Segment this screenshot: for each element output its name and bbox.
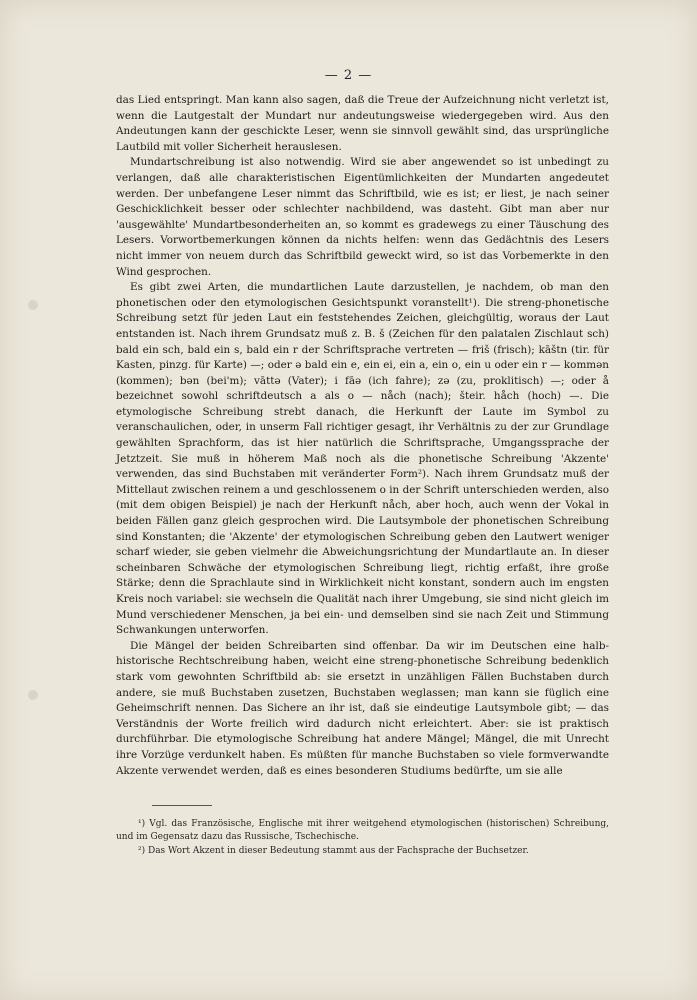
- paragraph: das Lied entspringt. Man kann also sagen, daß die Treue der Aufzeichnung nicht verletzt ist, wenn die Lautgestalt der Mundart nur andeutungsweise wiedergegeben wird. Aus den Andeutungen kann der geschickte Leser, wenn sie sinnvoll gewählt sind, das ursprüngliche Lautbild mit voller Sicherheit herauslesen.: [116, 94, 609, 153]
- footnotes: [116, 818, 609, 858]
- paragraph: Die Mängel der beiden Schreibarten sind offenbar. Da wir im Deutschen eine halb-historische Rechtschreibung haben, weicht eine streng-phonetische Schreibung bedenklich stark vom gewohnten Schriftbild ab: sie ersetzt in unzähligen Fällen Buchstaben durch andere, sie muß Buchstaben zusetzen, Buchstaben weglassen; man kann sie füglich eine Geheimschrift nennen. Das Sichere an ihr ist, daß sie eindeutige Lautsymbole gibt; — das Verständnis der Worte freilich wird dadurch nicht erleichtert. Aber: sie ist praktisch durchführbar. Die etymologische Schreibung hat andere Mängel; Mängel, die mit Unrecht ihre Vorzüge verdunkelt haben. Es müßten für manche Buchstaben so viele formverwandte Akzente verwendet werden, daß es eines besonderen Studiums bedürfte, um sie alle: [116, 639, 609, 777]
- footnote: ¹) Vgl. das Französische, Englische mit ihrer weitgehend etymologischen (historischen) Schreibung, und im Gegensatz dazu das Russische, Tschechische.: [116, 819, 609, 843]
- binding-hole: [28, 300, 38, 310]
- footnote: ²) Das Wort Akzent in dieser Bedeutung stammt aus der Fachsprache der Buchsetzer.: [138, 845, 529, 856]
- body-text: [116, 93, 609, 779]
- footnote-divider: [152, 805, 212, 806]
- binding-hole: [28, 690, 38, 700]
- paragraph: Es gibt zwei Arten, die mundartlichen Laute darzustellen, je nachdem, ob man den phonetischen oder den etymologischen Gesichtspunkt voranstellt¹). Die streng-phonetische Schreibung setzt für jeden Laut ein feststehendes Zeichen, gleichgültig, woraus der Laut entstanden ist. Nach ihrem Grundsatz muß z. B. š (Zeichen für den palatalen Zischlaut sch) bald ein sch, bald ein s, bald ein r der Schriftsprache vertreten — friš (frisch); kāštn (tir. für Kasten, pinzg. für Karte) —; oder ə bald ein e, ein ei, ein a, ein o, ein u oder ein r — kommən (kommen); bən (bei'm); vāttə (Vater); i fāə (ich fahre); zə (zu, proklitisch) —; oder å bezeichnet sowohl schriftdeutsch a als o — nåch (nach); šteir. håch (hoch) —. Die etymologische Schreibung strebt danach, die Herkunft der Laute im Symbol zu veranschaulichen, oder, in unserm Fall richtiger gesagt, ihr Verhältnis zu der zur Grundlage gewählten Sprachform, das ist hier natürlich die Schriftsprache, Umgangssprache der Jetztzeit. Sie muß in höherem Maß noch als die phonetische Schreibung 'Akzente' verwenden, das sind Buchstaben mit veränderter Form²). Nach ihrem Grundsatz muß der Mittellaut zwischen reinem a und geschlossenem o in der Schrift unterschieden werden, also (mit dem obigen Beispiel) je nach der Herkunft nåch, aber hoch, auch wenn der Vokal in beiden Fällen ganz gleich gesprochen wird. Die Lautsymbole der phonetischen Schreibung sind Konstanten; die 'Akzente' der etymologischen Schreibung geben den Lautwert weniger scharf wieder, sie geben vielmehr die Abweichungsrichtung der Mundartlaute an. In dieser scheinbaren Schwäche der etymologischen Schreibung liegt, richtig erfaßt, ihre große Stärke; denn die Sprachlaute sind in Wirklichkeit nicht konstant, sondern auch im engsten Kreis noch variabel: sie wechseln die Qualität nach ihrer Umgebung, sie sind nicht gleich im Mund verschiedener Menschen, ja bei ein- und demselben sind sie nach Zeit und Stimmung Schwankungen unterworfen.: [116, 281, 609, 637]
- paragraph: Mundartschreibung ist also notwendig. Wird sie aber angewendet so ist unbedingt zu verlangen, daß alle charakteristischen Eigentümlichkeiten der Mundarten angedeutet werden. Der unbefangene Leser nimmt das Schriftbild, wie es ist; er liest, je nach seiner Geschicklichkeit besser oder schlechter nachbildend, was dasteht. Gibt man aber nur 'ausgewählte' Mundartbesonderheiten an, so kommt es gradewegs zu einer Täuschung des Lesers. Vorwortbemerkungen können da nichts helfen: wenn das Gedächtnis des Lesers nicht immer von neuem durch das Schriftbild geweckt wird, so ist das Vorbemerkte in den Wind gesprochen.: [116, 156, 609, 278]
- page-number: — 2 —: [324, 68, 373, 83]
